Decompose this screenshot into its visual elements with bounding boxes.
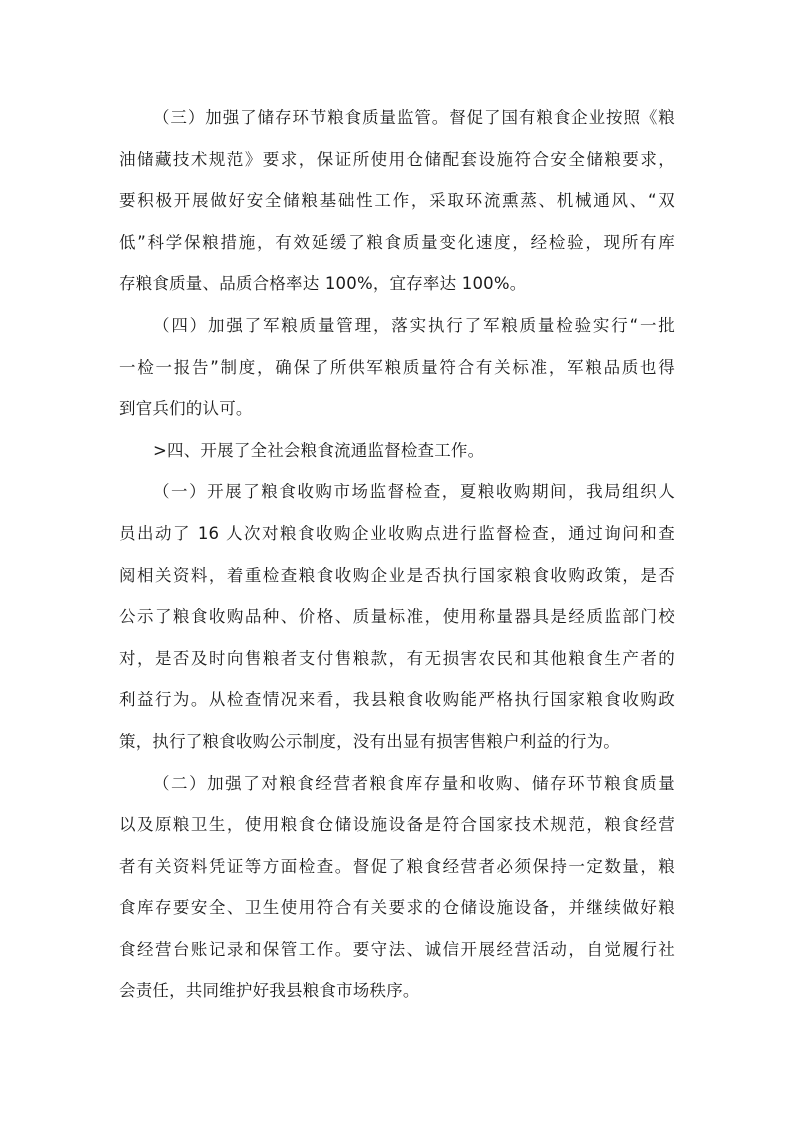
text-line: 公示了粮食收购品种、价格、质量标准，使用称量器具是经质监部门校 (119, 607, 675, 627)
text-line: 员出动了 16 人次对粮食收购企业收购点进行监督检查，通过询问和查 (119, 523, 675, 543)
text-line: （三）加强了储存环节粮食质量监管。督促了国有粮食企业按照《粮 (153, 108, 675, 127)
text-line: 对，是否及时向售粮者支付售粮款，有无损害农民和其他粮食生产者的 (119, 648, 675, 668)
text-line: 食库存要安全、卫生使用符合有关要求的仓储设施设备，并继续做好粮 (119, 898, 675, 918)
text-line: 利益行为。从检查情况来看，我县粮食收购能严格执行国家粮食收购政 (119, 690, 675, 710)
text-line: 会责任，共同维护好我县粮食市场秩序。 (119, 981, 420, 1001)
document-body (119, 97, 675, 1012)
text-line: （四）加强了军粮质量管理，落实执行了军粮质量检验实行“一批 (153, 315, 675, 335)
text-line: 食经营台账记录和保管工作。要守法、诚信开展经营活动，自觉履行社 (119, 939, 675, 959)
section-heading: >四、开展了全社会粮食流通监督检查工作。 (153, 440, 485, 460)
text-line: （二）加强了对粮食经营者粮食库存量和收购、储存环节粮食质量 (153, 773, 675, 793)
text-line: 要积极开展做好安全储粮基础性工作，采取环流熏蒸、机械通风、“双 (119, 191, 675, 211)
text-line: 油储藏技术规范》要求，保证所使用仓储配套设施符合安全储粮要求， (119, 149, 675, 169)
text-line: 低”科学保粮措施，有效延缓了粮食质量变化速度，经检验，现所有库 (119, 232, 675, 252)
text-line: 策，执行了粮食收购公示制度，没有出显有损害售粮户利益的行为。 (119, 731, 620, 751)
text-line: 到官兵们的认可。 (119, 399, 253, 419)
text-line: 存粮食质量、品质合格率达 100%，宜存率达 100%。 (119, 274, 527, 294)
text-line: 以及原粮卫生，使用粮食仓储设施设备是符合国家技术规范，粮食经营 (119, 815, 675, 835)
text-line: 者有关资料凭证等方面检查。督促了粮食经营者必须保持一定数量，粮 (119, 856, 675, 876)
text-line: 阅相关资料，着重检查粮食收购企业是否执行国家粮食收购政策，是否 (119, 565, 675, 585)
text-line: （一）开展了粮食收购市场监督检查，夏粮收购期间，我局组织人 (153, 482, 675, 502)
text-line: 一检一报告”制度，确保了所供军粮质量符合有关标准，军粮品质也得 (119, 357, 675, 377)
